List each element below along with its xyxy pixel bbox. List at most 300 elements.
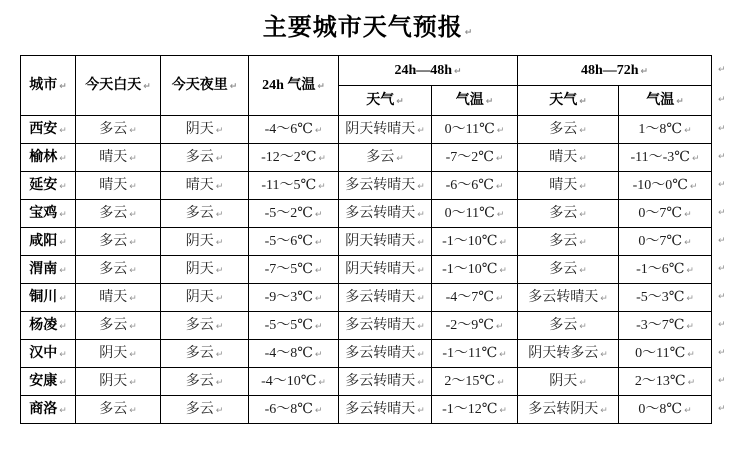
return-mark: ↵ (687, 377, 696, 388)
cell-weather-48-72 (518, 172, 619, 200)
return-mark: ↵ (129, 405, 137, 416)
return-mark: ↵ (495, 321, 504, 332)
cell-weather-48-72 (518, 116, 619, 144)
cell-today-night (161, 256, 249, 284)
cell-today-day (76, 200, 161, 228)
cell-temp-24-48 (432, 256, 518, 284)
return-mark: ↵ (579, 321, 587, 332)
cell-weather-24-48 (339, 368, 432, 396)
return-mark: ↵ (499, 405, 507, 416)
cell-city (21, 200, 76, 228)
cell-value: -1～6℃ (636, 261, 685, 277)
row-end-mark-slot (716, 55, 726, 85)
return-mark: ↵ (579, 265, 587, 276)
cell-value: -12～2℃ (261, 149, 317, 165)
row-end-mark-slot (716, 395, 726, 423)
cell-today-night (161, 396, 249, 424)
return-mark: ↵ (317, 81, 325, 92)
cell-value: -1～10℃ (442, 233, 498, 249)
cell-value: -3～7℃ (636, 317, 685, 333)
return-mark: ↵ (579, 181, 587, 192)
cell-today-night (161, 200, 249, 228)
cell-weather-24-48 (339, 256, 432, 284)
col-header-temp-24h-label: 24h 气温 (262, 77, 316, 93)
cell-weather-24-48 (339, 396, 432, 424)
cell-temp-24h (249, 172, 339, 200)
cell-value: -1～10℃ (442, 261, 498, 277)
cell-temp-24-48 (432, 340, 518, 368)
cell-temp-24-48 (432, 200, 518, 228)
cell-weather-48-72 (518, 340, 619, 368)
col-header-temp-24h (249, 56, 339, 116)
return-mark: ↵ (684, 405, 692, 416)
cell-weather-24-48 (339, 172, 432, 200)
return-mark: ↵ (314, 293, 323, 304)
cell-today-day (76, 396, 161, 424)
cell-value: 阴天转晴天 (345, 233, 416, 249)
return-mark: ↵ (417, 209, 425, 220)
cell-today-day (76, 228, 161, 256)
cell-city (21, 116, 76, 144)
return-mark: ↵ (59, 321, 67, 332)
return-mark: ↵ (215, 125, 224, 136)
cell-value: 多云转晴天 (528, 289, 599, 305)
cell-today-day (76, 340, 161, 368)
cell-temp-24h (249, 200, 339, 228)
return-mark: ↵ (314, 321, 323, 332)
cell-value: 多云转晴天 (345, 289, 416, 305)
page-title-text: 主要城市天气预报 (262, 15, 463, 41)
cell-temp-24h (249, 312, 339, 340)
cell-city (21, 172, 76, 200)
row-end-mark-slot (716, 283, 726, 311)
cell-temp-24-48 (432, 172, 518, 200)
row-end-marks-gutter (712, 55, 726, 423)
return-mark: ↵ (215, 321, 224, 332)
cell-value: -4～7℃ (445, 289, 494, 305)
col-header-today-night (161, 56, 249, 116)
return-mark: ↵ (686, 293, 694, 304)
cell-weather-48-72 (518, 256, 619, 284)
cell-city (21, 256, 76, 284)
cell-temp-24-48 (432, 228, 518, 256)
return-mark: ↵ (129, 293, 137, 304)
return-mark: ↵ (495, 293, 504, 304)
col-header-city (21, 56, 76, 116)
cell-value: -9～3℃ (264, 289, 313, 305)
cell-value: 0～7℃ (638, 233, 683, 249)
cell-value: 多云转晴天 (345, 401, 416, 417)
cell-city (21, 284, 76, 312)
col-header-temp-48-72 (619, 86, 712, 116)
cell-temp-24-48 (432, 284, 518, 312)
return-mark: ↵ (684, 237, 692, 248)
col-header-temp-48-72-label: 气温 (646, 92, 675, 108)
return-mark: ↵ (600, 293, 608, 304)
weather-table-wrap (20, 55, 736, 424)
cell-temp-24h (249, 144, 339, 172)
cell-value: -5～6℃ (264, 233, 313, 249)
cell-weather-24-48 (339, 312, 432, 340)
city-name: 西安 (29, 121, 58, 137)
return-mark: ↵ (600, 405, 608, 416)
row-end-mark-slot (716, 227, 726, 255)
return-mark: ↵ (417, 125, 425, 136)
table-row (21, 256, 712, 284)
cell-value: 多云 (185, 149, 214, 165)
table-row (21, 340, 712, 368)
cell-value: 2～15℃ (444, 373, 496, 389)
col-header-group-48-72 (518, 56, 712, 86)
cell-weather-48-72 (518, 312, 619, 340)
cell-temp-24-48 (432, 312, 518, 340)
return-mark: ↵ (59, 293, 67, 304)
cell-value: 阴天转晴天 (345, 121, 416, 137)
return-mark: ↵ (417, 321, 425, 332)
col-header-today-day-label: 今天白天 (85, 77, 142, 93)
cell-weather-24-48 (339, 200, 432, 228)
cell-city (21, 228, 76, 256)
cell-value: 多云 (549, 121, 578, 137)
cell-temp-24h (249, 116, 339, 144)
cell-temp-48-72 (619, 396, 712, 424)
return-mark: ↵ (579, 125, 587, 136)
table-row (21, 312, 712, 340)
return-mark: ↵ (718, 376, 726, 386)
cell-value: 1～8℃ (638, 121, 683, 137)
cell-value: 晴天 (99, 289, 128, 305)
return-mark: ↵ (686, 265, 694, 276)
cell-temp-24h (249, 368, 339, 396)
return-mark: ↵ (687, 349, 695, 360)
cell-temp-24h (249, 396, 339, 424)
return-mark: ↵ (718, 320, 726, 330)
cell-value: 2～13℃ (634, 373, 686, 389)
row-end-mark-slot (716, 85, 726, 115)
return-mark: ↵ (215, 405, 224, 416)
header-row-top (21, 56, 712, 86)
cell-value: 0～11℃ (635, 345, 686, 361)
cell-value: 晴天 (549, 177, 578, 193)
return-mark: ↵ (59, 349, 67, 360)
return-mark: ↵ (215, 153, 224, 164)
cell-value: -5～3℃ (636, 289, 685, 305)
cell-value: 阴天 (549, 373, 578, 389)
return-mark: ↵ (59, 81, 67, 92)
return-mark: ↵ (497, 377, 505, 388)
return-mark: ↵ (640, 66, 649, 77)
cell-value: 多云 (185, 373, 214, 389)
col-header-today-night-label: 今天夜里 (171, 77, 228, 93)
cell-weather-24-48 (339, 284, 432, 312)
return-mark: ↵ (59, 181, 67, 192)
return-mark: ↵ (215, 181, 224, 192)
return-mark: ↵ (495, 181, 504, 192)
cell-value: 多云 (99, 205, 128, 221)
cell-value: 0～8℃ (638, 401, 683, 417)
cell-city (21, 312, 76, 340)
cell-value: 阴天 (99, 345, 128, 361)
return-mark: ↵ (215, 265, 224, 276)
cell-today-night (161, 144, 249, 172)
cell-weather-48-72 (518, 200, 619, 228)
cell-temp-48-72 (619, 284, 712, 312)
col-header-today-day (76, 56, 161, 116)
return-mark: ↵ (129, 209, 137, 220)
return-mark: ↵ (417, 265, 425, 276)
table-row (21, 284, 712, 312)
cell-today-night (161, 228, 249, 256)
cell-value: 多云 (99, 233, 128, 249)
cell-value: 阴天 (185, 261, 214, 277)
return-mark: ↵ (579, 153, 587, 164)
return-mark: ↵ (496, 209, 505, 220)
return-mark: ↵ (314, 125, 323, 136)
row-end-mark-slot (716, 199, 726, 227)
col-header-weather-24-48-label: 天气 (366, 92, 395, 108)
return-mark: ↵ (215, 237, 224, 248)
return-mark: ↵ (417, 293, 425, 304)
cell-today-night (161, 312, 249, 340)
city-name: 宝鸡 (29, 205, 58, 221)
return-mark: ↵ (314, 209, 323, 220)
cell-value: 多云 (99, 401, 128, 417)
return-mark: ↵ (314, 349, 323, 360)
cell-today-night (161, 172, 249, 200)
cell-today-day (76, 144, 161, 172)
return-mark: ↵ (600, 349, 608, 360)
cell-value: 阴天 (185, 289, 214, 305)
city-name: 渭南 (29, 261, 58, 277)
cell-today-day (76, 172, 161, 200)
cell-temp-48-72 (619, 200, 712, 228)
cell-temp-48-72 (619, 368, 712, 396)
cell-value: -4～8℃ (264, 345, 313, 361)
table-row (21, 228, 712, 256)
cell-value: 阴天转晴天 (345, 261, 416, 277)
cell-value: 多云 (185, 205, 214, 221)
cell-city (21, 340, 76, 368)
cell-weather-48-72 (518, 396, 619, 424)
table-row (21, 144, 712, 172)
cell-value: 多云转晴天 (345, 345, 416, 361)
cell-today-day (76, 368, 161, 396)
return-mark: ↵ (689, 181, 698, 192)
cell-weather-48-72 (518, 368, 619, 396)
return-mark: ↵ (59, 125, 67, 136)
col-header-weather-24-48 (339, 86, 432, 116)
col-header-temp-24-48-label: 气温 (455, 92, 484, 108)
cell-today-day (76, 116, 161, 144)
return-mark: ↵ (718, 124, 726, 134)
return-mark: ↵ (59, 153, 67, 164)
cell-value: -7～5℃ (264, 261, 313, 277)
return-mark: ↵ (143, 81, 151, 92)
cell-value: -7～2℃ (445, 149, 494, 165)
return-mark: ↵ (718, 95, 726, 105)
return-mark: ↵ (684, 209, 692, 220)
cell-city (21, 396, 76, 424)
return-mark: ↵ (579, 377, 587, 388)
return-mark: ↵ (579, 209, 587, 220)
return-mark: ↵ (59, 209, 67, 220)
col-header-temp-24-48 (432, 86, 518, 116)
cell-value: 阴天 (99, 373, 128, 389)
weather-table (20, 55, 712, 424)
paragraph-mark: ↵ (464, 28, 474, 38)
return-mark: ↵ (318, 181, 326, 192)
table-row (21, 368, 712, 396)
cell-temp-48-72 (619, 228, 712, 256)
cell-weather-24-48 (339, 340, 432, 368)
return-mark: ↵ (129, 125, 137, 136)
cell-value: 多云 (549, 317, 578, 333)
table-row (21, 396, 712, 424)
cell-value: 阴天 (185, 233, 214, 249)
cell-temp-24-48 (432, 396, 518, 424)
return-mark: ↵ (396, 96, 404, 107)
cell-value: 多云 (185, 317, 214, 333)
cell-today-night (161, 368, 249, 396)
return-mark: ↵ (718, 152, 726, 162)
return-mark: ↵ (499, 265, 507, 276)
cell-today-day (76, 312, 161, 340)
cell-temp-24-48 (432, 144, 518, 172)
return-mark: ↵ (129, 377, 137, 388)
return-mark: ↵ (129, 237, 137, 248)
city-name: 商洛 (29, 401, 58, 417)
return-mark: ↵ (495, 153, 504, 164)
return-mark: ↵ (417, 405, 425, 416)
cell-value: 多云 (366, 149, 395, 165)
cell-value: 多云 (185, 401, 214, 417)
return-mark: ↵ (718, 180, 726, 190)
return-mark: ↵ (718, 236, 726, 246)
row-end-mark-slot (716, 339, 726, 367)
col-header-group-48-72-label: 48h—72h (580, 62, 639, 78)
cell-temp-24h (249, 256, 339, 284)
row-end-mark-slot (716, 171, 726, 199)
col-header-weather-48-72 (518, 86, 619, 116)
cell-today-night (161, 284, 249, 312)
row-end-mark-slot (716, 255, 726, 283)
row-end-mark-slot (716, 115, 726, 143)
table-row (21, 172, 712, 200)
cell-value: -6～6℃ (445, 177, 494, 193)
return-mark: ↵ (129, 349, 137, 360)
weather-table-header (21, 56, 712, 116)
return-mark: ↵ (718, 208, 726, 218)
return-mark: ↵ (129, 265, 137, 276)
return-mark: ↵ (215, 349, 224, 360)
return-mark: ↵ (215, 209, 224, 220)
cell-city (21, 368, 76, 396)
page-title (0, 0, 736, 49)
table-row (21, 116, 712, 144)
return-mark: ↵ (718, 264, 726, 274)
cell-value: 多云转阴天 (528, 401, 599, 417)
cell-weather-24-48 (339, 228, 432, 256)
cell-value: -1～11℃ (442, 345, 498, 361)
city-name: 铜川 (29, 289, 58, 305)
return-mark: ↵ (129, 181, 137, 192)
cell-value: 多云 (549, 261, 578, 277)
return-mark: ↵ (314, 265, 323, 276)
cell-value: 0～7℃ (638, 205, 683, 221)
cell-value: 阴天 (185, 121, 214, 137)
col-header-group-24-48 (339, 56, 518, 86)
return-mark: ↵ (676, 96, 684, 107)
cell-value: 多云 (99, 121, 128, 137)
return-mark: ↵ (718, 404, 726, 414)
cell-today-night (161, 116, 249, 144)
return-mark: ↵ (718, 65, 726, 75)
return-mark: ↵ (396, 153, 404, 164)
return-mark: ↵ (59, 405, 67, 416)
weather-table-body (21, 116, 712, 424)
col-header-group-24-48-label: 24h—48h (394, 62, 453, 78)
cell-value: 多云转晴天 (345, 177, 416, 193)
cell-value: 多云转晴天 (345, 317, 416, 333)
return-mark: ↵ (579, 237, 587, 248)
return-mark: ↵ (485, 96, 494, 107)
cell-value: -4～6℃ (264, 121, 313, 137)
cell-value: -6～8℃ (264, 401, 313, 417)
return-mark: ↵ (499, 349, 507, 360)
return-mark: ↵ (59, 265, 67, 276)
city-name: 榆林 (29, 149, 58, 165)
return-mark: ↵ (417, 377, 425, 388)
cell-value: -5～2℃ (264, 205, 313, 221)
return-mark: ↵ (318, 153, 326, 164)
return-mark: ↵ (579, 96, 587, 107)
cell-temp-24h (249, 228, 339, 256)
return-mark: ↵ (499, 237, 507, 248)
cell-value: 晴天 (185, 177, 214, 193)
return-mark: ↵ (314, 237, 323, 248)
cell-value: -11～-3℃ (630, 149, 690, 165)
col-header-city-label: 城市 (29, 77, 58, 93)
cell-weather-48-72 (518, 284, 619, 312)
cell-temp-24h (249, 284, 339, 312)
col-header-weather-48-72-label: 天气 (549, 92, 578, 108)
cell-value: 多云 (99, 261, 128, 277)
city-name: 咸阳 (29, 233, 58, 249)
cell-city (21, 144, 76, 172)
return-mark: ↵ (129, 321, 137, 332)
cell-value: 多云 (185, 345, 214, 361)
cell-temp-48-72 (619, 340, 712, 368)
cell-weather-24-48 (339, 116, 432, 144)
return-mark: ↵ (129, 153, 137, 164)
cell-today-day (76, 256, 161, 284)
cell-today-night (161, 340, 249, 368)
cell-value: -11～5℃ (261, 177, 317, 193)
city-name: 汉中 (29, 345, 58, 361)
row-end-mark-slot (716, 367, 726, 395)
return-mark: ↵ (718, 348, 726, 358)
row-end-mark-slot (716, 311, 726, 339)
table-row (21, 200, 712, 228)
cell-weather-48-72 (518, 228, 619, 256)
return-mark: ↵ (496, 125, 505, 136)
cell-temp-48-72 (619, 256, 712, 284)
city-name: 杨凌 (29, 317, 58, 333)
cell-value: 多云转晴天 (345, 373, 416, 389)
return-mark: ↵ (314, 405, 323, 416)
cell-value: -10～0℃ (632, 177, 688, 193)
cell-value: 多云 (549, 205, 578, 221)
